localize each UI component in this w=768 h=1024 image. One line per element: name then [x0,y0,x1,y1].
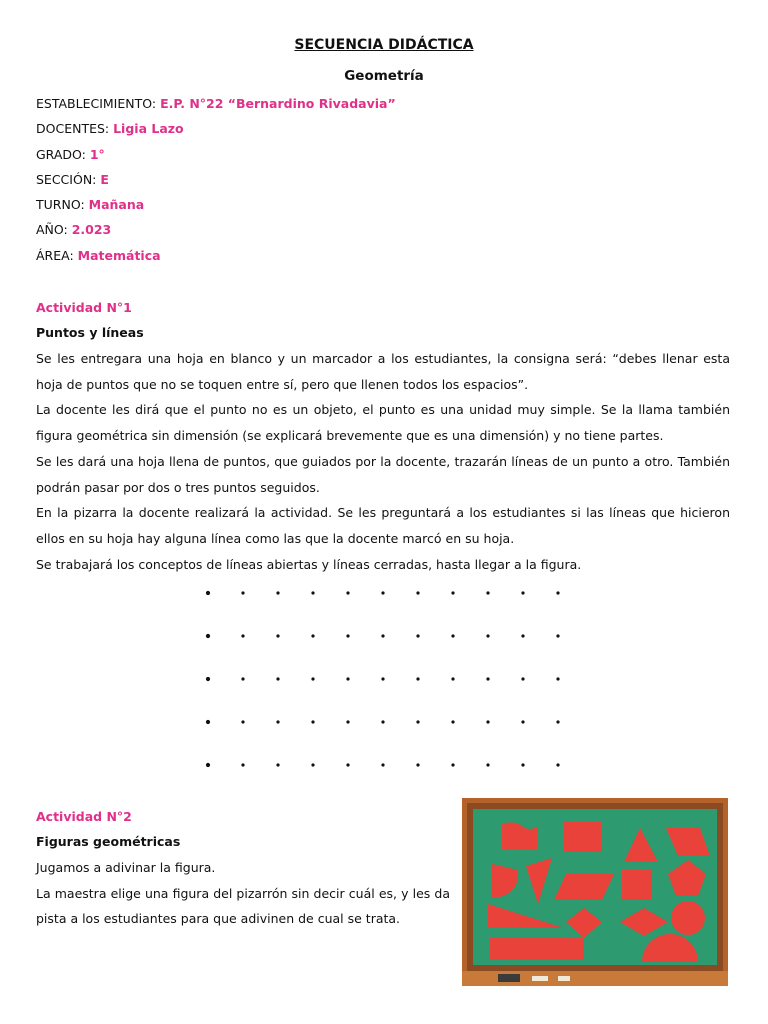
document-subtitle: Geometría [344,68,424,84]
activity1-body [36,346,730,577]
info-label: GRADO: [36,146,90,162]
info-value: Mañana [88,197,145,213]
info-list [36,94,396,271]
paragraph: La maestra elige una figura del pizarrón sin decir cuál es, y les da pista a los estudiantes para que adivinen de cual se trata. [36,885,450,927]
grid-dot [311,677,314,680]
chalk [558,976,570,981]
paragraph: La docente les dirá que el punto no es un objeto, el punto es una unidad muy simple. Se la llama también figura geométrica sin dimensión (se explicará brevemente que es una dimensión) y no tiene partes. [36,402,730,444]
grid-dot [381,677,384,680]
grid-dot [311,591,314,594]
grid-dot [241,591,244,594]
info-label: ÁREA: [36,247,78,263]
activity1-title: Actividad N°1 [36,300,132,315]
grid-dot [486,591,489,594]
grid-dot [241,720,244,723]
chalk [532,976,548,981]
grid-dot [381,634,384,637]
info-label: DOCENTES: [36,121,114,137]
paragraph: Se les entregara una hoja en blanco y un marcador a los estudiantes, la consigna será: “debes llenar esta hoja de puntos que no se toquen entre sí, pero que llenen todos los espacios”. [36,351,730,392]
grid-dot [276,591,279,594]
grid-dot [521,591,524,594]
grid-dot [521,634,524,637]
grid-dot [311,720,314,723]
grid-dot [346,634,349,637]
grid-dot [451,677,454,680]
square-shape [622,870,652,900]
grid-dot [556,677,559,680]
long-rectangle-shape [490,938,584,960]
grid-dot [206,591,210,595]
grid-dot [276,677,279,680]
paragraph: En la pizarra la docente realizará la actividad. Se les preguntará a los estudiantes si las líneas que hicieron ellos en su hoja hay alguna línea como las que la docente marcó en su hoja. [36,505,730,546]
grid-dot [521,677,524,680]
grid-dot [206,720,210,724]
info-value: 1° [89,146,105,162]
grid-dot [311,634,314,637]
grid-dot [276,720,279,723]
grid-dot [556,634,559,637]
info-value: E [100,171,109,187]
grid-dot [556,720,559,723]
activity2-title: Actividad N°2 [36,809,132,824]
eraser [498,974,520,982]
grid-dot [381,720,384,723]
info-value: 2.023 [71,222,112,238]
grid-dot [346,677,349,680]
grid-dot [486,720,489,723]
info-label: AÑO: [36,222,72,238]
grid-dot [521,720,524,723]
grid-dot [311,763,314,766]
paragraph: Se les dará una hoja llena de puntos, que guiados por la docente, trazarán líneas de un punto a otro. También podrán pasar por dos o tres puntos seguidos. [36,453,730,495]
grid-dot [381,763,384,766]
grid-dot [206,634,210,638]
grid-dot [451,720,454,723]
activity2-body [36,855,450,932]
info-row-turno [36,195,396,220]
grid-dot [416,677,419,680]
info-value: E.P. N°22 “Bernardino Rivadavia” [160,96,396,111]
grid-dot [451,634,454,637]
grid-dot [346,763,349,766]
grid-dot [416,634,419,637]
grid-dot [346,591,349,594]
grid-dot [206,763,210,767]
chalkboard-illustration [462,798,728,986]
info-row-grado [36,145,396,170]
grid-dot [206,677,210,681]
grid-dot [486,634,489,637]
grid-dot [451,763,454,766]
grid-dot [241,677,244,680]
info-row-establecimiento [36,94,396,119]
info-row-seccion [36,170,396,195]
grid-dot [556,763,559,766]
info-row-area [36,246,396,271]
info-row-docentes [36,119,396,144]
grid-dot [556,591,559,594]
grid-dot [241,763,244,766]
circle-shape [671,901,705,935]
grid-dot [521,763,524,766]
grid-dot [346,720,349,723]
rectangle-shape [564,822,602,852]
paragraph: Se trabajará los conceptos de líneas abiertas y líneas cerradas, hasta llegar a la figura. [36,556,582,572]
grid-dot [416,763,419,766]
grid-dot [276,634,279,637]
grid-dot [486,763,489,766]
grid-dot [416,591,419,594]
document-title: SECUENCIA DIDÁCTICA [294,37,474,53]
activity1-subtitle: Puntos y líneas [36,325,144,340]
info-label: ESTABLECIMIENTO: [36,96,161,111]
grid-dot [381,591,384,594]
info-label: TURNO: [36,197,89,213]
info-value: Ligia Lazo [113,121,184,137]
activity2-subtitle: Figuras geométricas [36,834,181,849]
paragraph: Jugamos a adivinar la figura. [36,860,216,875]
grid-dot [416,720,419,723]
info-label: SECCIÓN: [36,171,101,187]
info-row-anio [36,220,396,245]
grid-dot [276,763,279,766]
grid-dot [241,634,244,637]
grid-dot [451,591,454,594]
info-value: Matemática [77,247,161,263]
grid-dot [486,677,489,680]
